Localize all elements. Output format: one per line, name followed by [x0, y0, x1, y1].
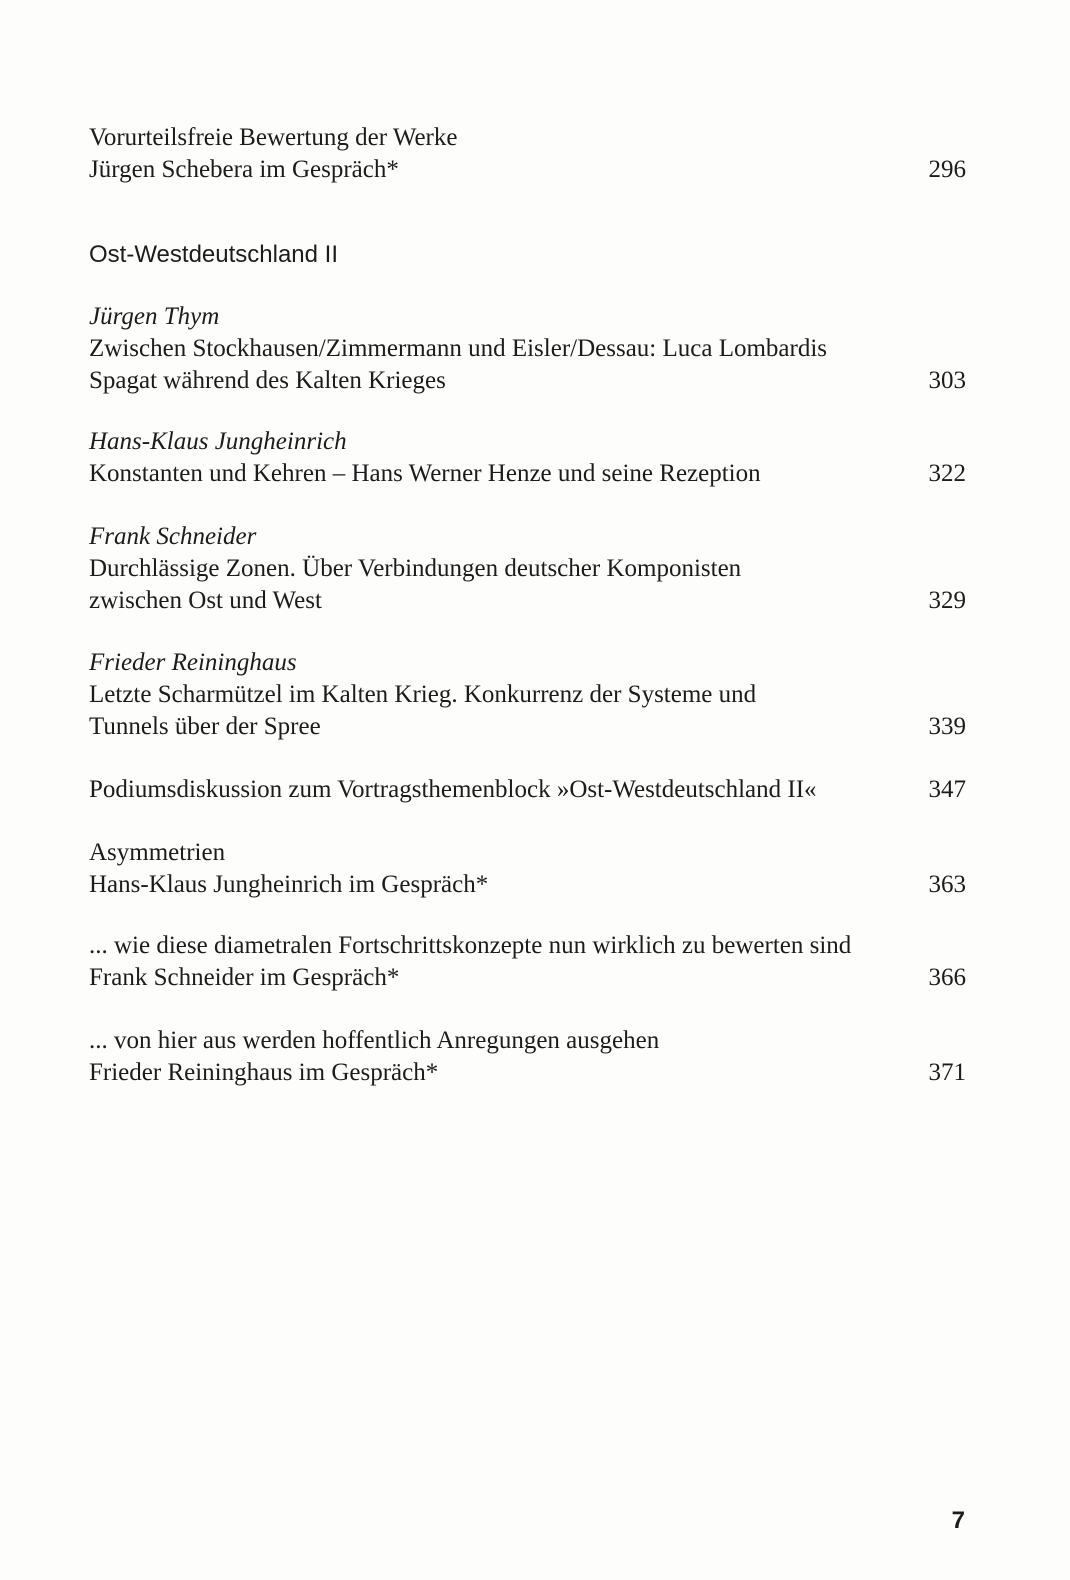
toc-entry-title: ... von hier aus werden hoffentlich Anregungen ausgehen: [89, 1027, 660, 1054]
toc-page-number: 347: [928, 776, 966, 803]
toc-entry-author: Jürgen Thym: [89, 303, 220, 330]
toc-entry-title: Letzte Scharmützel im Kalten Krieg. Konkurrenz der Systeme und: [89, 681, 757, 708]
toc-entry-title: Podiumsdiskussion zum Vortragsthemenblock »Ost-Westdeutschland II«: [89, 776, 817, 803]
toc-entry-title: Jürgen Schebera im Gespräch*: [89, 156, 399, 183]
toc-entry-author: Frank Schneider: [89, 523, 257, 550]
toc-entry-title: Konstanten und Kehren – Hans Werner Henze und seine Rezeption: [89, 460, 761, 487]
toc-entry-title: Spagat während des Kalten Krieges: [89, 367, 446, 394]
toc-page-number: 322: [928, 460, 966, 487]
toc-entry-title: Asymmetrien: [89, 839, 226, 866]
toc-page-number: 371: [928, 1059, 966, 1086]
toc-page-number: 363: [928, 871, 966, 898]
toc-entry-title: Frank Schneider im Gespräch*: [89, 964, 400, 991]
toc-entry-title: Tunnels über der Spree: [89, 713, 321, 740]
toc-entry-title: Frieder Reininghaus im Gespräch*: [89, 1059, 439, 1086]
toc-page-number: 366: [928, 964, 966, 991]
toc-entry-title: Vorurteilsfreie Bewertung der Werke: [89, 124, 458, 151]
toc-entry-title: Durchlässige Zonen. Über Verbindungen deutscher Komponisten: [89, 555, 742, 582]
toc-page-number: 303: [928, 367, 966, 394]
toc-entry-author: Frieder Reininghaus: [89, 649, 297, 676]
toc-page-number: 339: [928, 713, 966, 740]
section-heading: Ost-Westdeutschland II: [89, 241, 338, 268]
toc-entry-title: Hans-Klaus Jungheinrich im Gespräch*: [89, 871, 489, 898]
toc-entry-title: Zwischen Stockhausen/Zimmermann und Eisler/Dessau: Luca Lombardis: [89, 335, 828, 362]
page-folio: 7: [951, 1507, 965, 1534]
toc-entry-title: ... wie diese diametralen Fortschrittskonzepte nun wirklich zu bewerten sind: [89, 932, 852, 959]
toc-entry-title: zwischen Ost und West: [89, 587, 322, 614]
toc-page-number: 296: [928, 156, 966, 183]
toc-page-number: 329: [928, 587, 966, 614]
toc-entry-author: Hans-Klaus Jungheinrich: [89, 428, 347, 455]
